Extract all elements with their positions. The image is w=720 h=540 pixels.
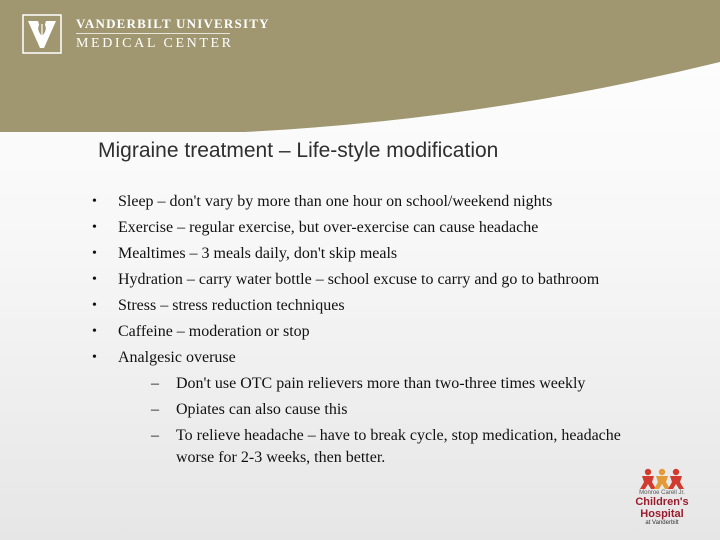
bullet-item <box>92 215 692 241</box>
bullet-glyph: • <box>92 220 97 235</box>
sub-bullet-text: To relieve headache – have to break cycle, stop medication, headache <box>176 427 621 444</box>
bullet-item <box>92 293 692 319</box>
bullet-item <box>92 345 692 469</box>
sub-bullet-list <box>118 371 692 469</box>
bullet-glyph: • <box>92 298 97 313</box>
sub-bullet-item <box>118 397 692 423</box>
bullet-text: Analgesic overuse <box>118 349 236 366</box>
sub-bullet-continuation: worse for 2-3 weeks, then better. <box>176 449 386 466</box>
slide-title: Migraine treatment – Life-style modification <box>98 139 499 162</box>
dash-glyph: – <box>151 375 159 392</box>
bullet-glyph: • <box>92 350 97 365</box>
sub-bullet-text: Opiates can also cause this <box>176 401 348 418</box>
dash-glyph: – <box>151 427 159 444</box>
sub-bullet-item <box>118 371 692 397</box>
bullet-item <box>92 319 692 345</box>
childrens-hospital-logo <box>622 468 702 526</box>
brand-divider <box>76 33 230 34</box>
sub-bullet-text: Don't use OTC pain relievers more than two-three times weekly <box>176 375 586 392</box>
bullet-text: Mealtimes – 3 meals daily, don't skip meals <box>118 245 398 262</box>
children-figures-icon <box>622 468 702 490</box>
bullet-glyph: • <box>92 324 97 339</box>
bullet-text: Caffeine – moderation or stop <box>118 323 310 340</box>
dash-glyph: – <box>151 401 159 418</box>
bullet-item <box>92 241 692 267</box>
hospital-name-suffix: at Vanderbilt <box>645 520 679 526</box>
bullet-glyph: • <box>92 272 97 287</box>
vanderbilt-oak-v-icon <box>22 14 62 54</box>
brand-subtitle: MEDICAL CENTER <box>76 36 234 51</box>
bullet-item <box>92 267 692 293</box>
bullet-glyph: • <box>92 194 97 209</box>
hospital-name: Children's Hospital <box>635 496 689 520</box>
bullet-list <box>92 189 692 469</box>
bullet-text: Sleep – don't vary by more than one hour on school/weekend nights <box>118 193 553 210</box>
hospital-name-prefix: Monroe Carell Jr. <box>639 490 685 496</box>
bullet-text: Stress – stress reduction techniques <box>118 297 345 314</box>
sub-bullet-item <box>118 423 692 469</box>
bullet-text: Exercise – regular exercise, but over-exercise can cause headache <box>118 219 539 236</box>
bullet-text: Hydration – carry water bottle – school excuse to carry and go to bathroom <box>118 271 600 288</box>
bullet-glyph: • <box>92 246 97 261</box>
bullet-item <box>92 189 692 215</box>
brand-name: VANDERBILT UNIVERSITY <box>76 16 270 31</box>
